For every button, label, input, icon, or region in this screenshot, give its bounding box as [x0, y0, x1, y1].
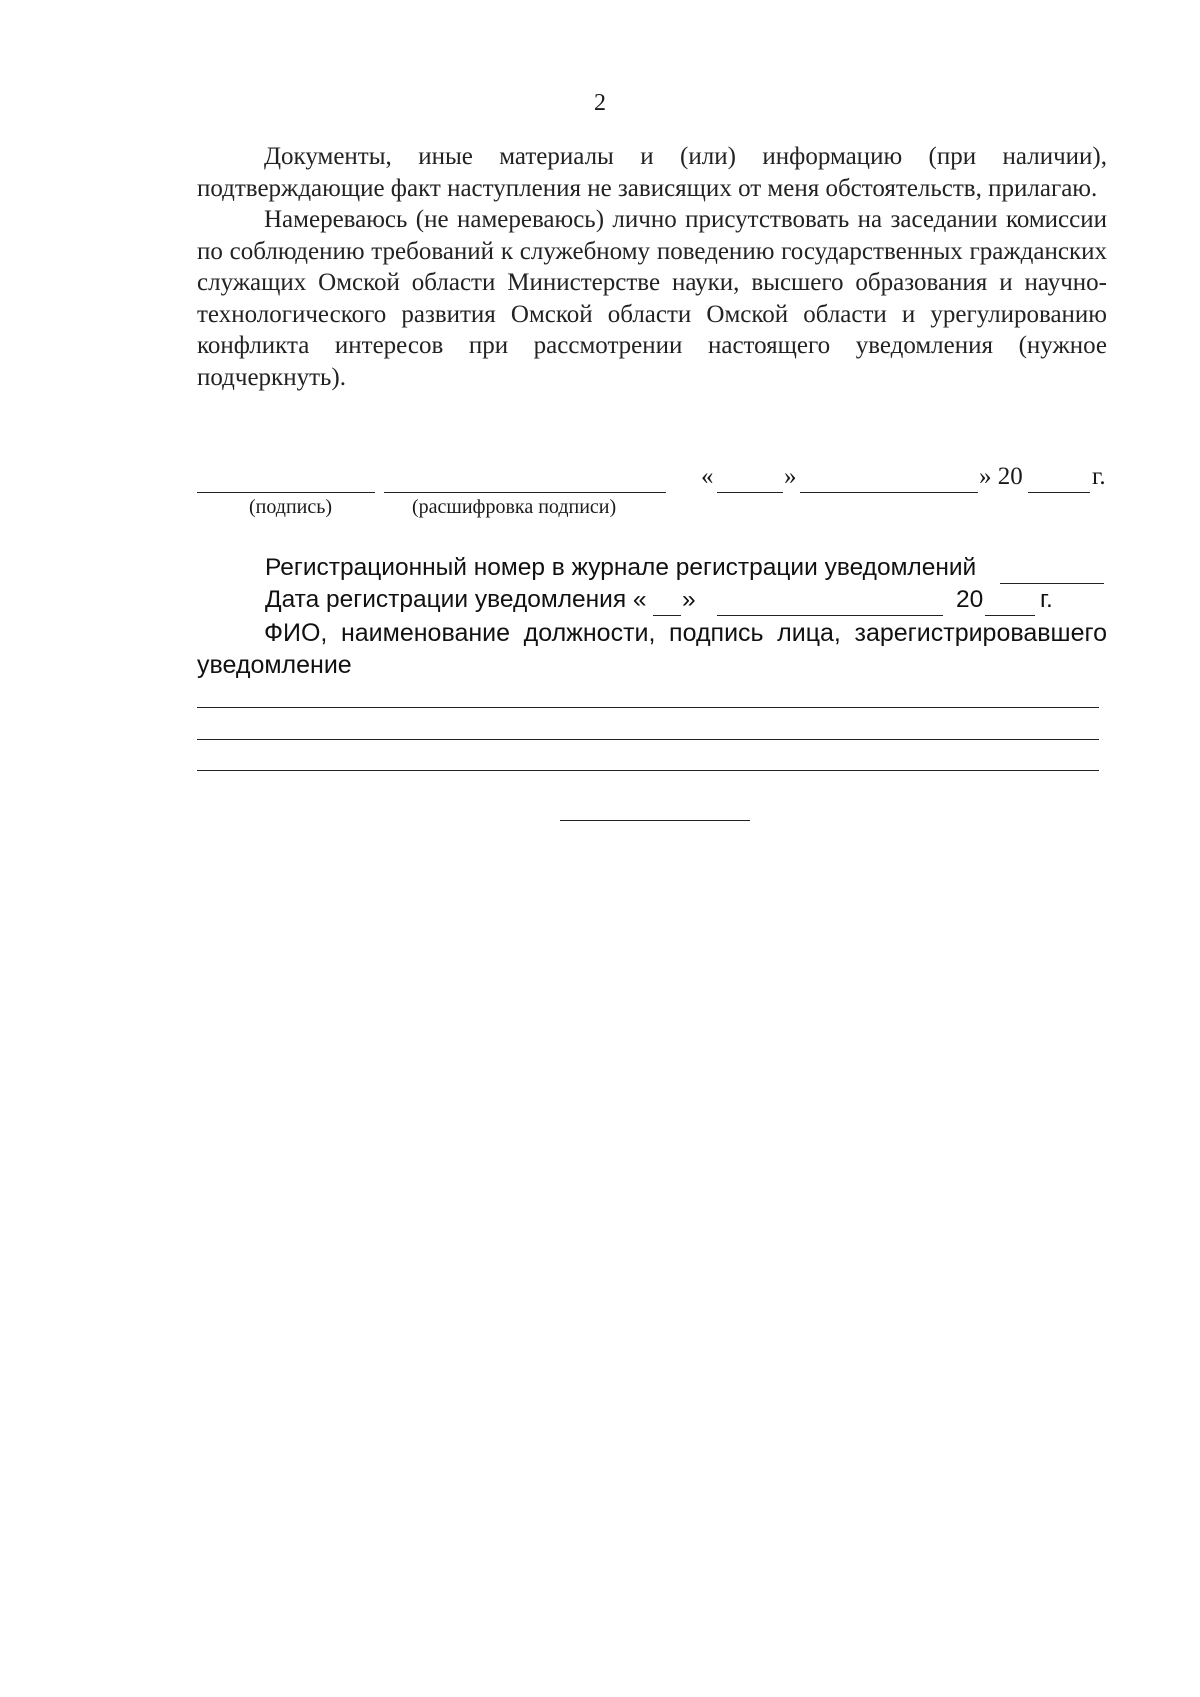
date-close-quote: » [784, 463, 797, 490]
paragraph-attachments: Документы, иные материалы и (или) информацию (при наличии), подтверждающие факт наступления не зависящих от меня обстоятельств, прилагаю. [197, 143, 1107, 202]
date-year-line[interactable] [1028, 492, 1090, 493]
registrar-line-2[interactable] [197, 739, 1099, 740]
paragraph-attendance-intent: Намереваюсь (не намереваюсь) лично присутствовать на заседании комиссии по соблюдению требований к служебному поведению государственных гражданских служащих Омской области Министерстве науки, высшего образования и научно-технологического развития Омской области Омской области и урегулированию конфликта интересов при рассмотрении настоящего уведомления (нужное подчеркнуть). [197, 206, 1107, 391]
signature-decoding-caption: (расшифровка подписи) [412, 496, 617, 518]
registrar-line-1[interactable] [197, 707, 1099, 708]
registration-year-suffix: г. [1040, 586, 1053, 613]
end-of-document-divider [560, 820, 750, 821]
registration-year-prefix: 20 [956, 586, 984, 613]
date-year-suffix: г. [1092, 463, 1106, 490]
body-text [197, 141, 1107, 393]
registration-date-label: Дата регистрации уведомления « [265, 586, 647, 613]
page-number: 2 [594, 90, 606, 116]
registration-number-label: Регистрационный номер в журнале регистрации уведомлений [265, 554, 977, 581]
registration-month-line[interactable] [717, 615, 943, 616]
registration-date-close-quote: » [682, 586, 696, 613]
registration-year-line[interactable] [985, 615, 1035, 616]
registrar-info-text [197, 618, 1107, 681]
signature-caption: (подпись) [249, 496, 333, 518]
registrar-line-3[interactable] [197, 770, 1099, 771]
registrar-info-paragraph: ФИО, наименование должности, подпись лица, зарегистрировавшего уведомление [197, 619, 1107, 679]
signature-line[interactable] [197, 492, 375, 493]
date-year-prefix: » 20 [979, 463, 1023, 490]
date-day-line[interactable] [717, 492, 783, 493]
date-month-line[interactable] [800, 492, 978, 493]
registration-day-line[interactable] [653, 615, 681, 616]
signature-decoding-line[interactable] [384, 492, 666, 493]
registration-number-line[interactable] [1000, 583, 1104, 584]
date-open-quote: « [701, 463, 714, 490]
